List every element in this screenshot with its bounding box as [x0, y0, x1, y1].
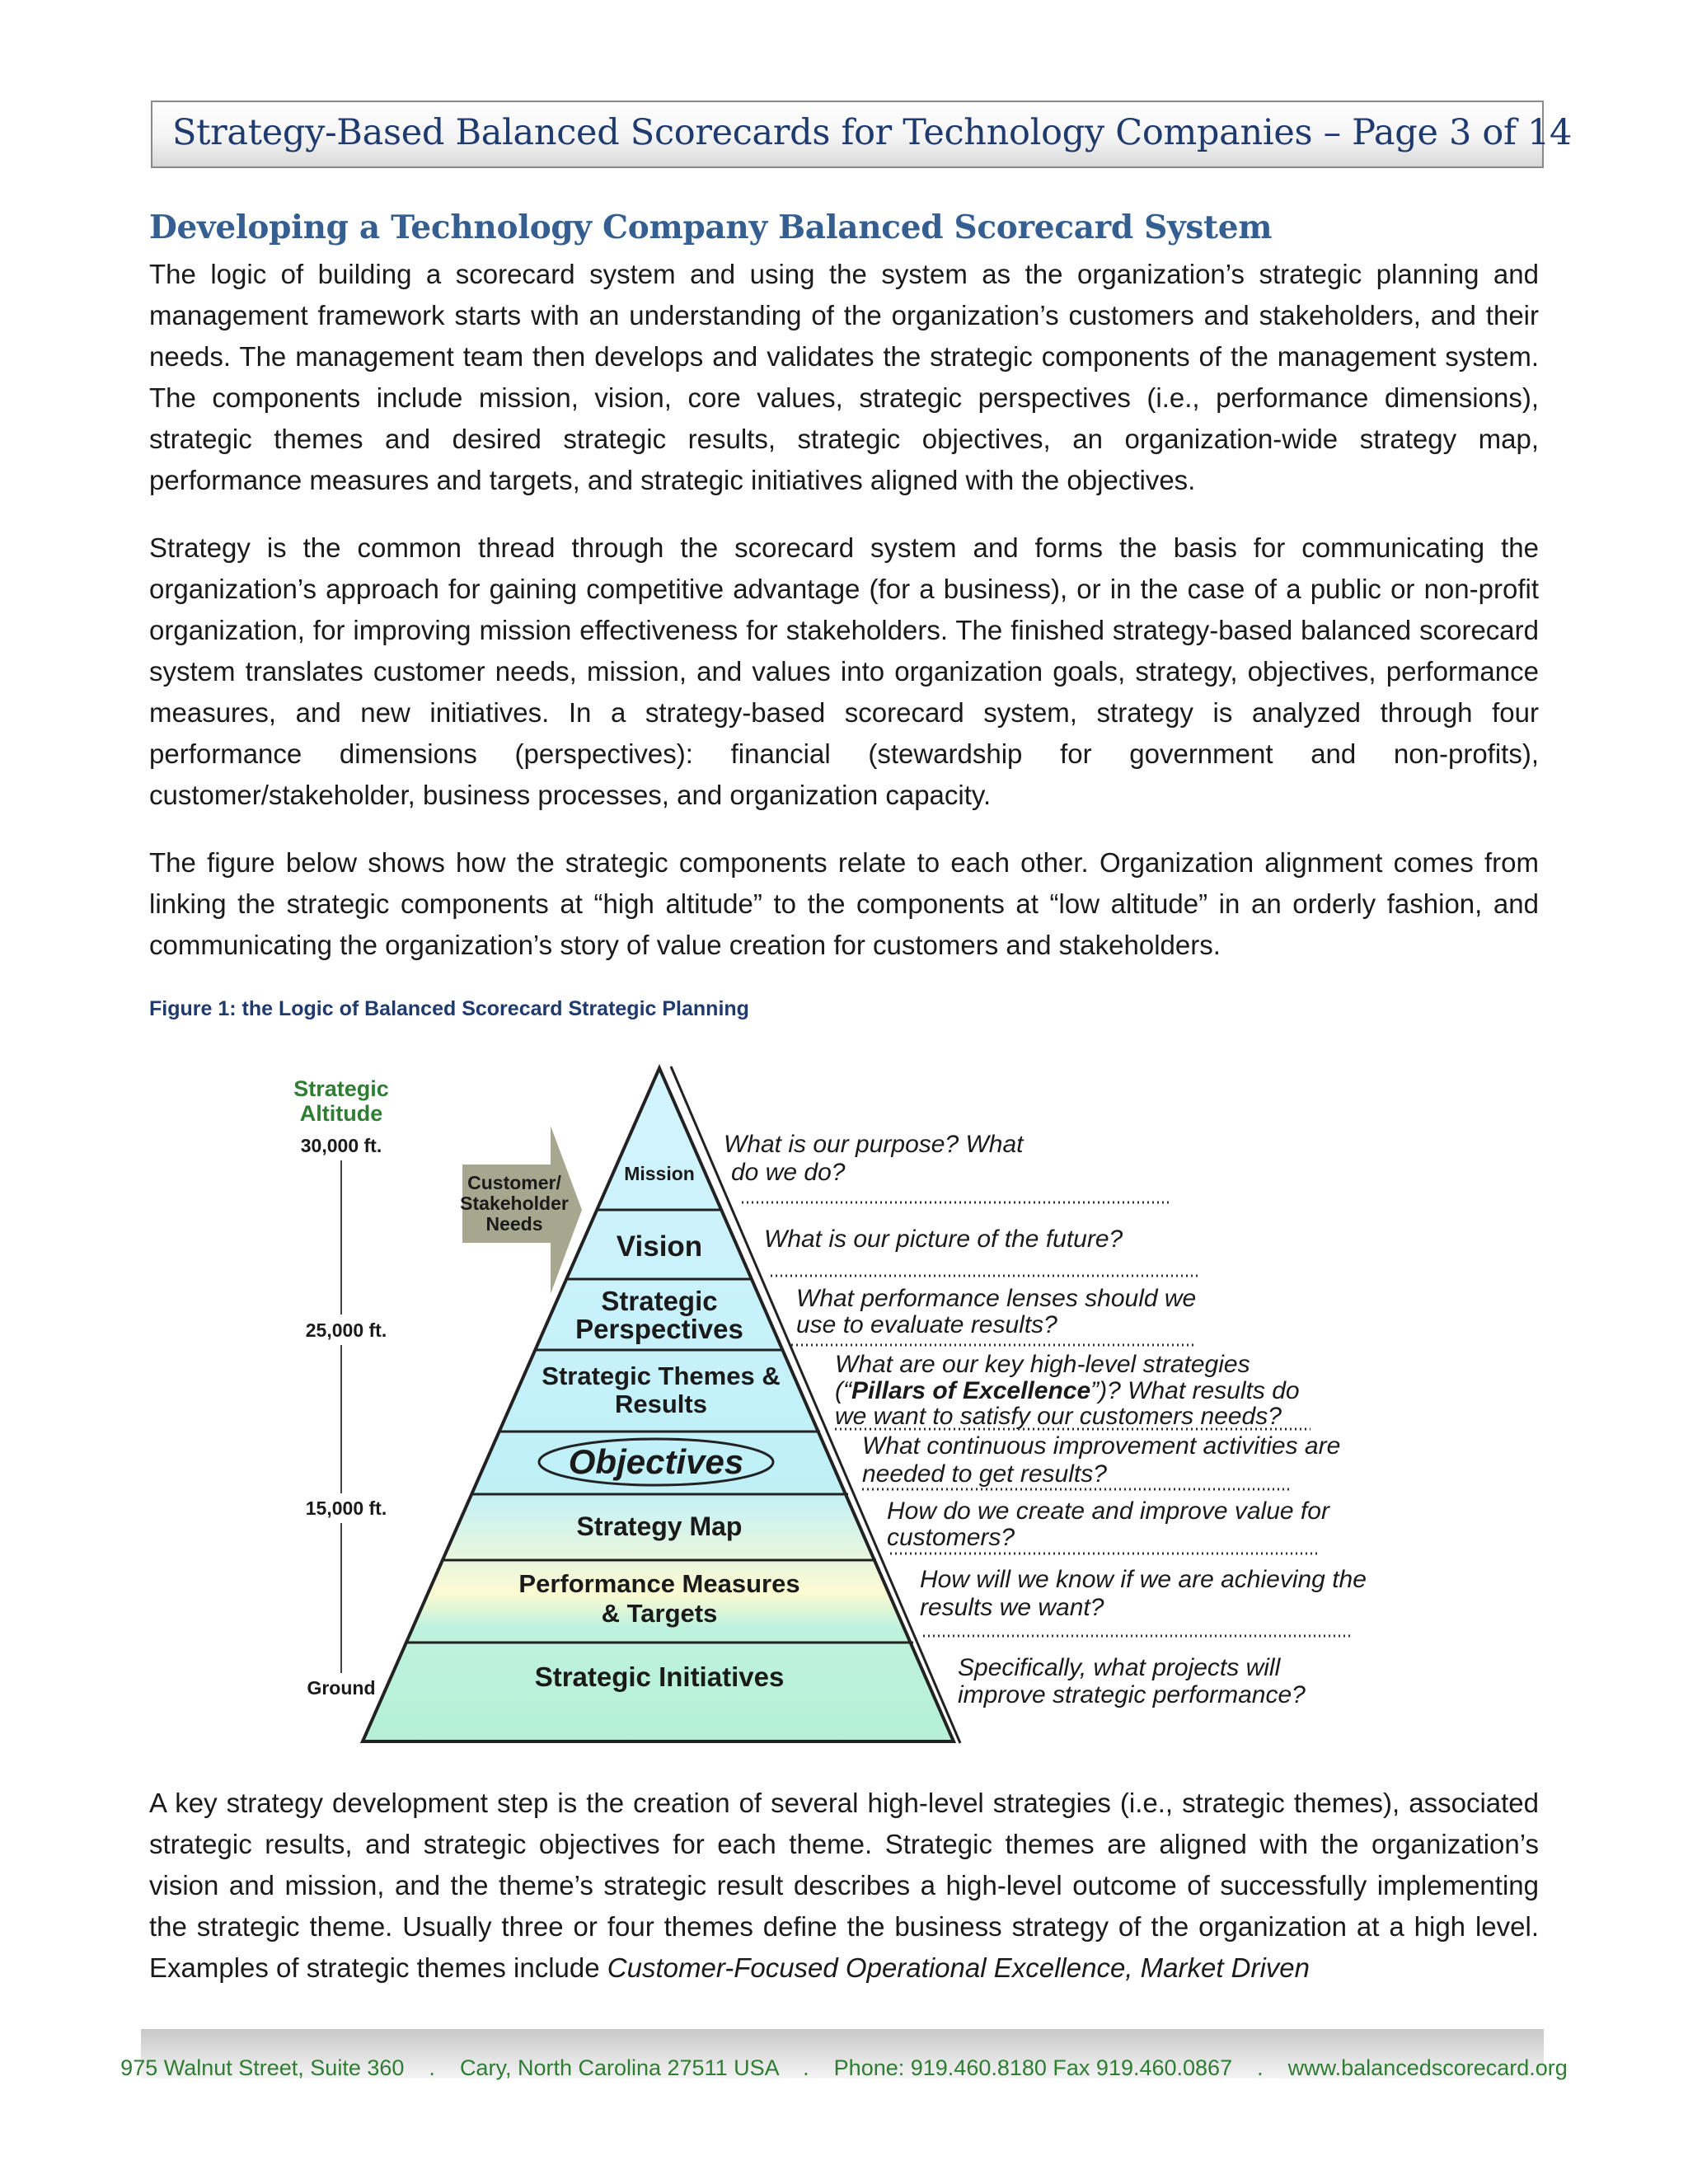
footer-separator-3: . [1257, 2055, 1264, 2080]
altitude-25000: 25,000 ft. [305, 1319, 387, 1341]
altitude-title-line-2: Altitude [299, 1101, 383, 1126]
arrow-label-line-2: Stakeholder [460, 1193, 569, 1214]
level-vision: Vision [616, 1230, 703, 1263]
question-mission-line-2: do we do? [731, 1159, 846, 1186]
question-themes-line-1: What are our key high-level strategies [835, 1351, 1250, 1378]
altitude-15000: 15,000 ft. [305, 1497, 387, 1519]
question-themes-line-2: (“Pillars of Excellence”)? What results do [835, 1377, 1300, 1404]
question-measures-line-2: results we want? [920, 1594, 1104, 1621]
question-objectives-line-2: needed to get results? [862, 1460, 1107, 1488]
paragraph-4-text: A key strategy development step is the creation of several high-level strategies (i.e., strategic themes), associated strategic results, and strategic objectives for each theme. Strategic themes are aligned with the organization’s vision and mission, and the theme’s strategic result describes a high-level outcome of successfully implementing the strategic theme. Usually three or four themes define the business strategy of the organization at a high level. Examples of strategic themes include [149, 1788, 1539, 1983]
paragraph-1: The logic of building a scorecard system and using the system as the organization’s strategic planning and management framework starts with an understanding of the organization’s customers and stakeholders, and their needs. The management team then develops and validates the strategic components of the management system. The components include mission, vision, core values, strategic perspectives (i.e., performance dimensions), strategic themes and desired strategic results, strategic objectives, an organization-wide strategy map, performance measures and targets, and strategic initiatives aligned with the objectives. [149, 259, 1539, 495]
altitude-ground: Ground [307, 1677, 376, 1699]
question-measures-line-1: How will we know if we are achieving the [920, 1566, 1367, 1593]
footer-separator-2: . [803, 2055, 809, 2080]
question-vision: What is our picture of the future? [764, 1226, 1123, 1253]
figure-caption: Figure 1: the Logic of Balanced Scorecard Strategic Planning [149, 997, 749, 1020]
question-strategy-map-line-2: customers? [887, 1524, 1015, 1551]
page-title: Strategy-Based Balanced Scorecards for Technology Companies – Page 3 of 14 [172, 112, 1573, 153]
question-strategy-map-line-1: How do we create and improve value for [887, 1497, 1329, 1525]
footer-phone: Phone: 919.460.8180 Fax 919.460.0867 [833, 2055, 1233, 2080]
footer-website[interactable]: www.balancedscorecard.org [1287, 2055, 1568, 2080]
level-themes-line-2: Results [615, 1390, 707, 1418]
paragraph-4-italic: Customer-Focused Operational Excellence, Market Driven [607, 1952, 1311, 1983]
level-objectives: Objectives [568, 1442, 744, 1481]
question-perspectives-line-2: use to evaluate results? [796, 1311, 1057, 1338]
level-perspectives-line-1: Strategic [601, 1286, 718, 1316]
question-objectives-line-1: What continuous improvement activities are [862, 1432, 1341, 1460]
paragraph-2: Strategy is the common thread through the scorecard system and forms the basis for communicating the organization’s approach for gaining competitive advantage (for a business), or in the case of a public or non-profit organization, for improving mission effectiveness for stakeholders. The finished strategy-based balanced scorecard system translates customer needs, mission, and values into organization goals, strategy, objectives, performance measures, and new initiatives. In a strategy-based scorecard system, strategy is analyzed through four performance dimensions (perspectives): financial (stewardship for government and non-profits), customer/stakeholder, business processes, and organization capacity. [149, 532, 1539, 810]
altitude-title-line-1: Strategic [293, 1076, 389, 1101]
footer-address: 975 Walnut Street, Suite 360 [120, 2055, 405, 2080]
question-themes-line-3: we want to satisfy our customers needs? [835, 1403, 1282, 1430]
footer-separator-1: . [429, 2055, 435, 2080]
paragraph-3: The figure below shows how the strategic components relate to each other. Organization alignment comes from linking the strategic components at “high altitude” to the components at “low altitude” in an orderly fashion, and communicating the organization’s story of value creation for customers and stakeholders. [149, 847, 1539, 960]
paragraph-4 [149, 1783, 1539, 1989]
level-strategy-map: Strategy Map [576, 1511, 743, 1541]
footer-city: Cary, North Carolina 27511 USA [459, 2055, 779, 2080]
footer-contact [0, 2055, 1688, 2081]
question-initiatives-line-1: Specifically, what projects will [958, 1654, 1281, 1681]
level-themes-line-1: Strategic Themes & [542, 1361, 781, 1390]
level-mission: Mission [624, 1163, 695, 1184]
altitude-30000: 30,000 ft. [300, 1135, 382, 1156]
level-perspectives-line-2: Perspectives [575, 1314, 743, 1344]
level-initiatives: Strategic Initiatives [534, 1661, 785, 1692]
question-mission-line-1: What is our purpose? What [724, 1131, 1024, 1158]
altitude-axis [293, 1076, 389, 1699]
level-measures-line-2: & Targets [601, 1599, 718, 1628]
question-perspectives-line-1: What performance lenses should we [796, 1285, 1197, 1312]
arrow-label-line-1: Customer/ [467, 1172, 561, 1193]
arrow-label-line-3: Needs [485, 1213, 543, 1235]
section-heading: Developing a Technology Company Balanced Scorecard System [149, 209, 1273, 246]
customer-needs-arrow [460, 1126, 582, 1294]
question-initiatives-line-2: improve strategic performance? [958, 1681, 1306, 1708]
level-measures-line-1: Performance Measures [518, 1569, 800, 1598]
